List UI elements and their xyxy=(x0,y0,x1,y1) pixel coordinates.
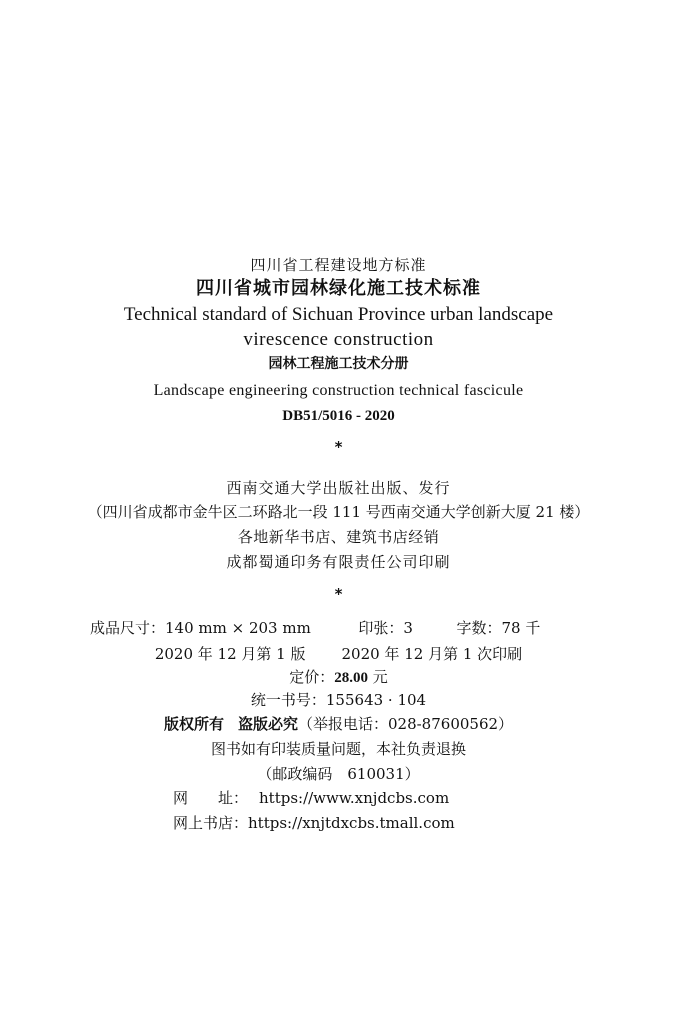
publisher-line: 西南交通大学出版社出版、发行 xyxy=(226,479,451,497)
standard-title-en-line1: Technical standard of Sichuan Province urban landscape xyxy=(123,304,554,325)
online-store-url[interactable]: https://xnjtdxcbs.tmall.com xyxy=(248,814,455,832)
postal-code: （邮政编码 610031） xyxy=(257,765,420,783)
website-label: 网 址： xyxy=(173,789,249,807)
spec-size: 成品尺寸：140 mm × 203 mm xyxy=(90,619,311,637)
standard-code: DB51/5016 - 2020 xyxy=(282,408,395,424)
standard-title-en-line2: virescence construction xyxy=(243,329,434,350)
separator-star-top: * xyxy=(334,438,343,456)
separator-star-bottom: * xyxy=(334,585,343,603)
price-line xyxy=(0,670,677,686)
fascicule-title-cn: 园林工程施工技术分册 xyxy=(268,356,409,372)
price-unit: 元 xyxy=(367,668,388,686)
rights-piracy: 盗版必究 xyxy=(237,715,298,733)
edition-first: 2020 年 12 月第 1 版 xyxy=(154,645,306,663)
online-store-label: 网上书店： xyxy=(173,814,249,832)
price-label: 定价： xyxy=(289,668,335,686)
online-store-line xyxy=(173,816,455,831)
spec-words: 字数：78 千 xyxy=(456,619,541,637)
price-value: 28.00 xyxy=(334,670,368,686)
edition-print: 2020 年 12 月第 1 次印刷 xyxy=(341,645,523,663)
rights-line xyxy=(0,717,677,732)
website-line xyxy=(173,791,449,806)
fascicule-title-en: Landscape engineering construction technical fascicule xyxy=(153,382,524,399)
website-url[interactable]: https://www.xnjdcbs.com xyxy=(259,789,450,807)
quality-notice: 图书如有印装质量问题，本社负责退换 xyxy=(210,740,466,758)
standard-title-cn: 四川省城市园林绿化施工技术标准 xyxy=(196,278,481,299)
publisher-address: （四川省成都市金牛区二环路北一段 111 号西南交通大学创新大厦 21 楼） xyxy=(87,503,590,521)
edition-line xyxy=(0,647,677,662)
book-number: 统一书号：155643 · 104 xyxy=(250,691,427,709)
rights-hotline: （举报电话：028-87600562） xyxy=(297,715,514,733)
series-title: 四川省工程建设地方标准 xyxy=(250,256,427,274)
book-specs xyxy=(90,621,540,636)
distribution-line: 各地新华书店、建筑书店经销 xyxy=(237,528,440,546)
rights-reserved: 版权所有 xyxy=(163,715,224,733)
printer-line: 成都蜀通印务有限责任公司印刷 xyxy=(226,553,451,571)
spec-sheets: 印张：3 xyxy=(358,619,413,637)
